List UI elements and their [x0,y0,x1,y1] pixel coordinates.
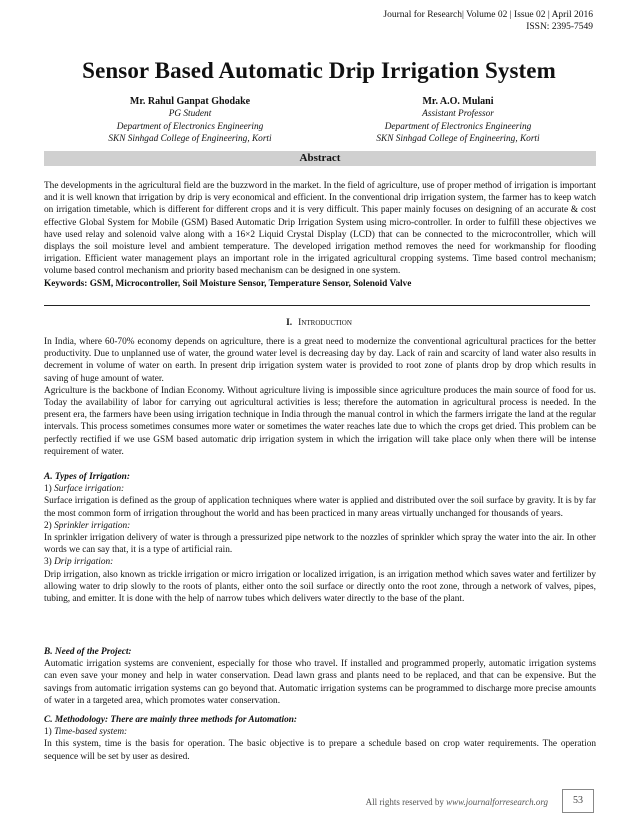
item-title: Drip irrigation: [54,557,114,568]
subsubsection-heading [44,520,596,532]
footer-rights [366,797,548,807]
subsection-heading: C. Methodology: There are mainly three methods for Automation: [44,715,297,725]
author-name: Mr. Rahul Ganpat Ghodake [129,96,251,107]
author-role: PG Student [168,109,212,120]
introduction-body [44,336,596,458]
subsection-b [44,646,596,707]
paragraph: In this system, time is the basis for operation. The basic objective is to prepare a schedule based on crop water requirements. The operation sequence will be set by user as desired. [44,739,596,762]
item-label: 1) [44,484,52,495]
abstract-paragraph: The developments in the agricultural field are the buzzword in the market. In the field of agriculture, use of proper method of irrigation is important and it is well known that irrigation by drip is very economical and efficient. In the conventional drip irrigation system, the farmer has to keep watch on irrigation timetable, which is different for different crops and it is very difficult. This paper mainly focuses on designing of an accurate & cost effective Global System for Mobile (GSM) Based Automatic Drip Irrigation System using micro-controller. In order to fulfill these objectives we have used relay and solenoid valve along with a 16×2 Liquid Crystal Display (LCD) that can be connected to the microcontroller, which will displays the soil moisture level and ambient temperature. The developed irrigation method removes the need for workmanship for flooding irrigation. Efficient water management plays an important role in the irrigated agricultural cropping systems. Time based control mechanism; volume based control mechanism and priority based mechanism can be designed in one system. [44,181,596,277]
paragraph: Drip irrigation, also known as trickle irrigation or micro irrigation or localized irrigation, is an irrigation method which saves water and fertilizer by allowing water to drip slowly to the roots of plants, either onto the soil surface or directly onto the root zone, through a network of valves, pipes, tubing, and emitter. It is done with the help of narrow tubes which delivers water directly to the base of the plant. [44,569,596,605]
author-2 [328,96,588,145]
abstract-heading: Abstract [44,151,596,166]
author-dept: Department of Electronics Engineering [116,121,264,132]
subsection-heading: A. Types of Irrigation: [44,472,130,482]
paragraph: In sprinkler irrigation delivery of water is through a pressurized pipe network to the nozzles of sprinkler which spray the water into the air. In other words we can say that, it is a type of artificial rain. [44,533,596,556]
section-title: Introduction [298,318,352,328]
item-label: 3) [44,557,52,568]
paragraph: Automatic irrigation systems are convenient, especially for those who travel. If installed and programmed properly, automatic irrigation systems can even save your money and help in water conservation. Dead lawn grass and plants need to be replaced, and that can be expensive. But the savings from automatic irrigation systems can go beyond that. Automatic irrigation systems can be programmed to discharge more precise amounts of water in a targeted area, which promotes water conservation. [44,659,596,706]
paragraph: Surface irrigation is defined as the group of application techniques where water is applied and distributed over the soil surface by gravity. It is by far the most common form of irrigation throughout the world and has been practiced in many areas virtually unchanged for thousands of years. [44,496,596,519]
subsubsection-heading [44,556,596,568]
subsubsection-heading [44,483,596,495]
paragraph: In India, where 60-70% economy depends on agriculture, there is a great need to modernize the conventional agricultural practices for the better productivity. Due to unplanned use of water, the ground water level is decreasing day by day. Lack of rain and scarcity of land water also results in decrement in volume of water on earth. In present drip irrigation system water is provided to root zone of plants drop by drop which results in saving of huge amount of water. [44,337,596,384]
section-heading [0,318,638,328]
author-1 [60,96,320,145]
journal-info: Journal for Research| Volume 02 | Issue 02 | April 2016 [383,10,593,20]
journal-header [383,9,593,33]
paragraph: Agriculture is the backbone of Indian Economy. Without agriculture living is impossible since agriculture produces the main source of food for us. Today the availability of labor for carrying out agricultural activities is less; therefore the automation in agricultural process is needed. In the present era, the farmers have been using irrigation technique in India through the manual control in which the farmers irrigate the land at the regular intervals. This process sometimes consumes more water or sometimes the water reaches late due to which the crops get dried. This problem can be perfectly rectified if we use GSM based automatic drip irrigation system in which the irrigation will take place only when there will be intense requirement of water. [44,385,596,457]
author-name: Mr. A.O. Mulani [422,96,494,107]
footer-text: All rights reserved by [365,797,447,807]
paper-title: Sensor Based Automatic Drip Irrigation System [82,58,556,83]
author-college: SKN Sinhgad College of Engineering, Korti [108,133,272,144]
section-number: I. [286,318,293,328]
author-dept: Department of Electronics Engineering [384,121,532,132]
keywords: Keywords: GSM, Microcontroller, Soil Moisture Sensor, Temperature Sensor, Solenoid Valve [44,278,412,289]
item-title: Time-based system: [54,727,128,738]
subsubsection-heading [44,726,596,738]
abstract-body [44,180,596,290]
item-label: 1) [44,727,52,738]
issn: ISSN: 2395-7549 [526,22,593,32]
page-number: 53 [562,789,594,813]
author-college: SKN Sinhgad College of Engineering, Korti [376,133,540,144]
item-label: 2) [44,520,52,531]
footer-link[interactable]: www.journalforresearch.org [446,797,548,807]
subsection-a [44,471,596,605]
item-title: Sprinkler irrigation: [54,520,131,531]
author-role: Assistant Professor [422,109,494,120]
subsection-c [44,714,596,763]
item-title: Surface irrigation: [54,484,125,495]
divider [44,305,590,306]
subsection-heading: B. Need of the Project: [44,647,132,657]
